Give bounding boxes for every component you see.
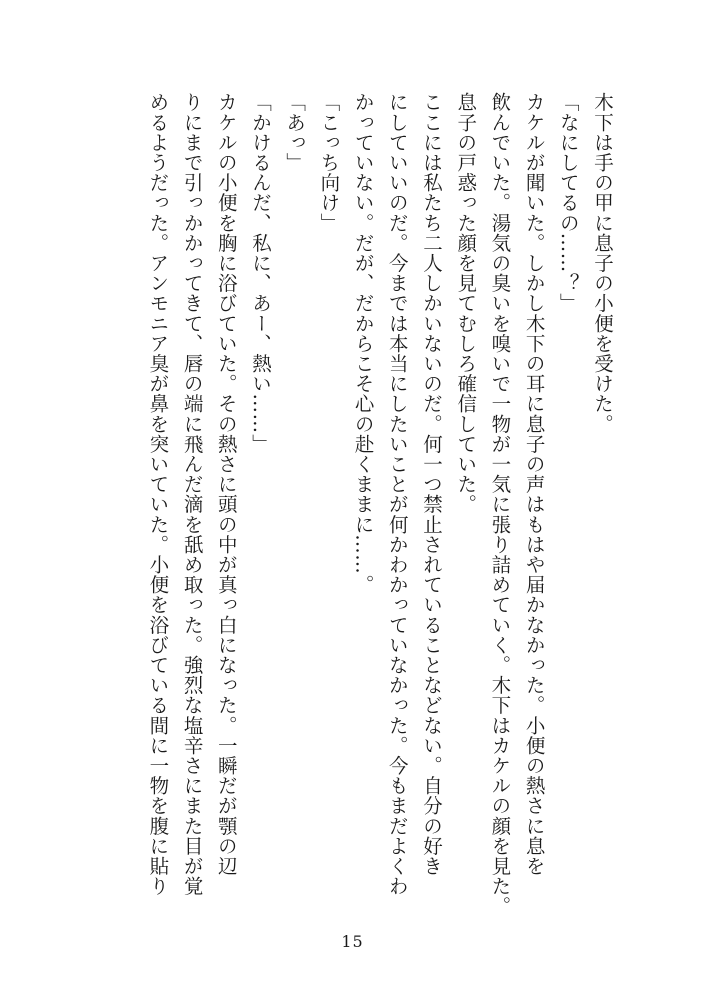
text-line: 「あっ」 <box>283 92 307 173</box>
text-line: りにまで引っかかってきて、唇の端に飛んだ滴を舐め取った。強烈な塩辛さにまた目が覚 <box>180 92 204 896</box>
text-line: 息子の戸惑った顔を見てむしろ確信していた。 <box>454 92 478 515</box>
text-line: めるようだった。アンモニア臭が鼻を突いていた。小便を浴びている間に一物を腹に貼り <box>146 92 170 896</box>
text-line: ここには私たち二人しかいないのだ。何一つ禁止されていることなどない。自分の好き <box>419 92 443 876</box>
text-line: 飲んでいた。湯気の臭いを嗅いで一物が一気に張り詰めていく。木下はカケルの顔を見た。 <box>488 92 512 917</box>
text-line: カケルが聞いた。しかし木下の耳に息子の声はもはや届かなかった。小便の熱さに息を <box>522 92 546 876</box>
text-line: 「かけるんだ、私に、あー、熱い……」 <box>248 92 272 454</box>
text-line: にしていいのだ。今までは本当にしたいことが何かわかっていなかった。今もまだよくわ <box>385 92 409 896</box>
vertical-text-block <box>140 92 619 917</box>
text-line: かっていない。だが、だからこそ心の赴くままに……。 <box>351 92 375 595</box>
text-line: 木下は手の甲に息子の小便を受けた。 <box>591 92 614 434</box>
page-number: 15 <box>341 932 364 951</box>
text-line: カケルの小便を胸に浴びていた。その熱さに頭の中が真っ白になった。一瞬だが顎の辺 <box>214 92 238 876</box>
text-line: 「なにしてるの……？」 <box>556 92 580 314</box>
text-line: 「こっち向け」 <box>317 92 341 233</box>
